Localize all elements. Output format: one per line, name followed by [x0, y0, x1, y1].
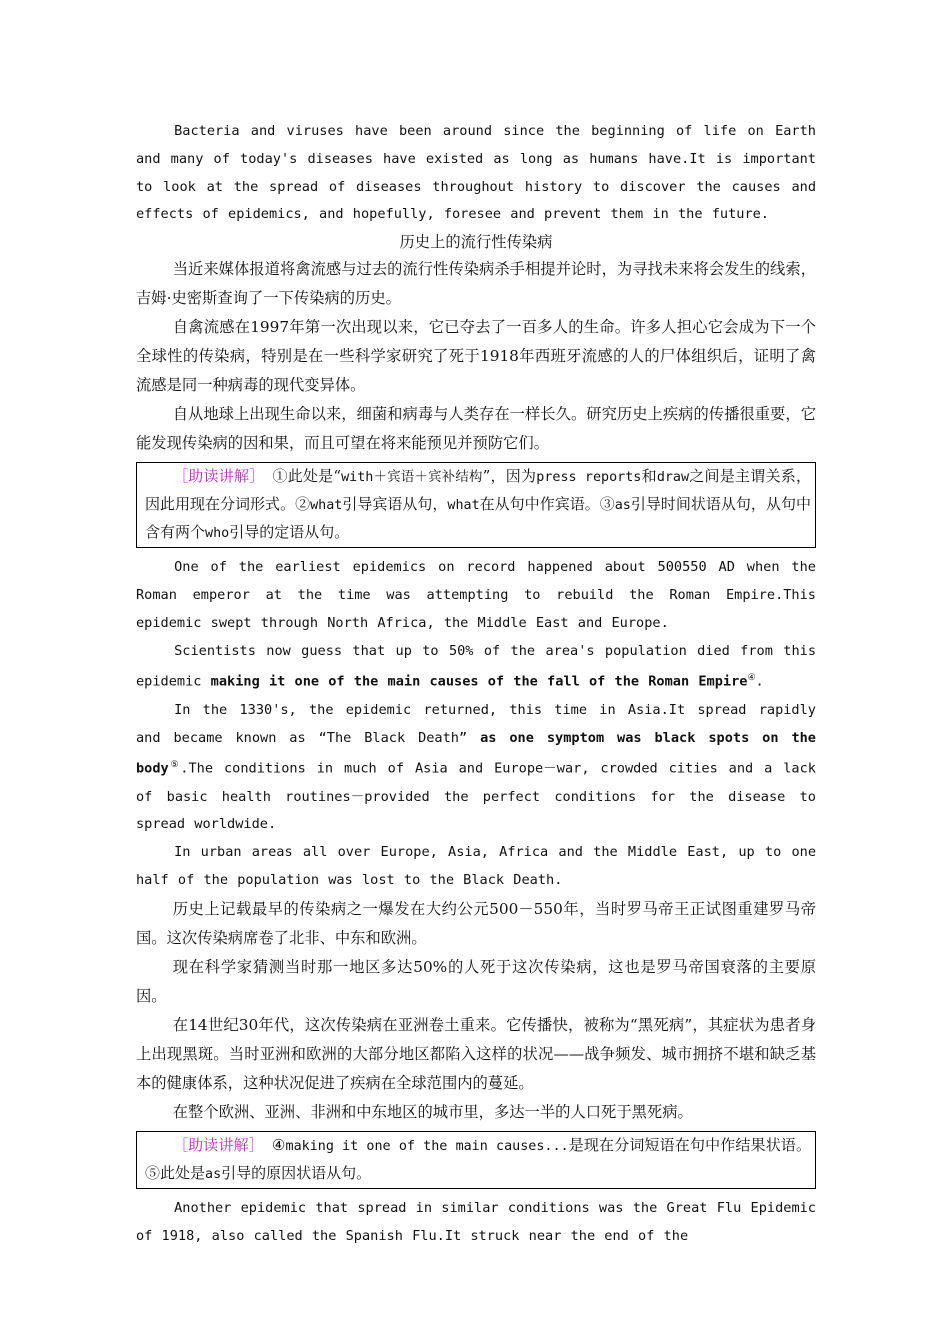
note-text: 之间是主谓关系，因此用现在分词形式。②: [145, 467, 811, 514]
paragraph-zh-5: 现在科学家猜测当时那一地区多达50%的人死于这次传染病，这也是罗马帝国衰落的主要原因。: [136, 957, 816, 1005]
text-run: .The conditions in much of Asia and Europe－war, crowded cities and a lack of basic health routines－provided the perfect conditions for the disease to spread worldwide.: [136, 760, 816, 833]
paragraph-en-2: One of the earliest epidemics on record happened about 500550 AD when the Roman emperor at the time was attempting to rebuild the Roman Empire.This epidemic swept through North Africa, the Middle East and Europe.: [136, 559, 816, 631]
paragraph-zh-2: 自禽流感在1997年第一次出现以来，它已夺去了一百多人的生命。许多人担心它会成为下一个全球性的传染病，特别是在一些科学家研究了死于1918年西班牙流感的人的尸体组织后，证明了禽流感是同一种病毒的现代变异体。: [136, 318, 816, 395]
paragraph-zh-7: 在整个欧洲、亚洲、非洲和中东地区的城市里，多达一半的人口死于黑死病。: [172, 1102, 693, 1121]
reading-note-1: [136, 462, 816, 548]
paragraph-en-5: In urban areas all over Europe, Asia, Africa and the Middle East, up to one half of the population was lost to the Black Death.: [136, 844, 816, 889]
note-text: with＋宾语＋宾补结构: [341, 470, 483, 486]
note-text: ④: [271, 1135, 286, 1154]
bold-phrase: making it one of the main causes of the fall of the Roman Empire: [210, 673, 748, 690]
footnote-mark: ⑤: [168, 760, 181, 771]
note-text: 引导时间状语从句，从句中含有两个: [145, 495, 811, 542]
document-page: [136, 118, 816, 1250]
note-text: who: [205, 526, 230, 542]
note-text: press reports: [536, 470, 642, 486]
paragraph-en-6: Another epidemic that spread in similar conditions was the Great Flu Epidemic of 1918, also called the Spanish Flu.It struck near the end of the: [136, 1199, 816, 1244]
section-title: 历史上的流行性传染病: [399, 233, 553, 252]
paragraph-intro: Bacteria and viruses have been around since the beginning of life on Earth and many of today's diseases have existed as long as humans have.It is important to look at the spread of diseases throughout history to discover the causes and effects of epidemics, and hopefully, foresee and prevent them in the future.: [136, 123, 816, 223]
reading-note-2: [136, 1131, 816, 1189]
paragraph-en-4: [136, 697, 816, 840]
note-tag: ［助读讲解］: [173, 467, 265, 486]
note-text: making it one of the main causes...: [285, 1138, 569, 1154]
paragraph-zh-6: 在14世纪30年代，这次传染病在亚洲卷土重来。它传播快，被称为“黑死病”，其症状为患者身上出现黑斑。当时亚洲和欧洲的大部分地区都陷入这样的状况——战争频发、城市拥挤不堪和缺乏基本的健康体系，这种状况促进了疾病在全球范围内的蔓延。: [136, 1015, 816, 1092]
note-text: 引导的定语从句。: [229, 523, 350, 542]
note-tag: ［助读讲解］: [173, 1135, 264, 1154]
note-text: 引导宾语从句，: [342, 495, 448, 514]
note-text: 在从句中作宾语。③: [479, 495, 615, 514]
bold-phrase: as one symptom was black spots on the body: [136, 729, 816, 777]
note-text: 是现在分词短语在句中作结果状语。⑤此处是: [145, 1135, 811, 1182]
paragraph-en-3: [136, 638, 816, 697]
paragraph-zh-4: 历史上记载最早的传染病之一爆发在大约公元500－550年，当时罗马帝王正试图重建罗马帝国。这次传染病席卷了北非、中东和欧洲。: [136, 899, 816, 947]
footnote-mark: ④: [747, 673, 756, 684]
note-text: 引导的原因状语从句。: [221, 1163, 372, 1182]
text-run: .: [755, 673, 764, 690]
paragraph-zh-1: 当近来媒体报道将禽流感与过去的流行性传染病杀手相提并论时，为寻找未来将会发生的线索，吉姆·史密斯查询了一下传染病的历史。: [136, 260, 816, 308]
text-run: In the 1330's, the epidemic returned, this time in Asia.It spread rapidly and became known as “The Black Death”: [136, 701, 816, 746]
note-text: as: [614, 498, 631, 514]
note-text: 和: [641, 467, 657, 486]
text-run: Scientists now guess that up to 50% of the area's population died from this epidemic: [136, 642, 816, 690]
note-text: draw: [656, 470, 690, 486]
note-text: what: [447, 498, 480, 514]
paragraph-zh-3: 自从地球上出现生命以来，细菌和病毒与人类存在一样长久。研究历史上疾病的传播很重要，它能发现传染病的因和果，而且可望在将来能预见并预防它们。: [136, 405, 816, 453]
note-text: ①此处是“: [272, 467, 342, 486]
note-text: as: [205, 1166, 222, 1182]
note-text: what: [310, 498, 343, 514]
note-text: ”，因为: [482, 467, 537, 486]
